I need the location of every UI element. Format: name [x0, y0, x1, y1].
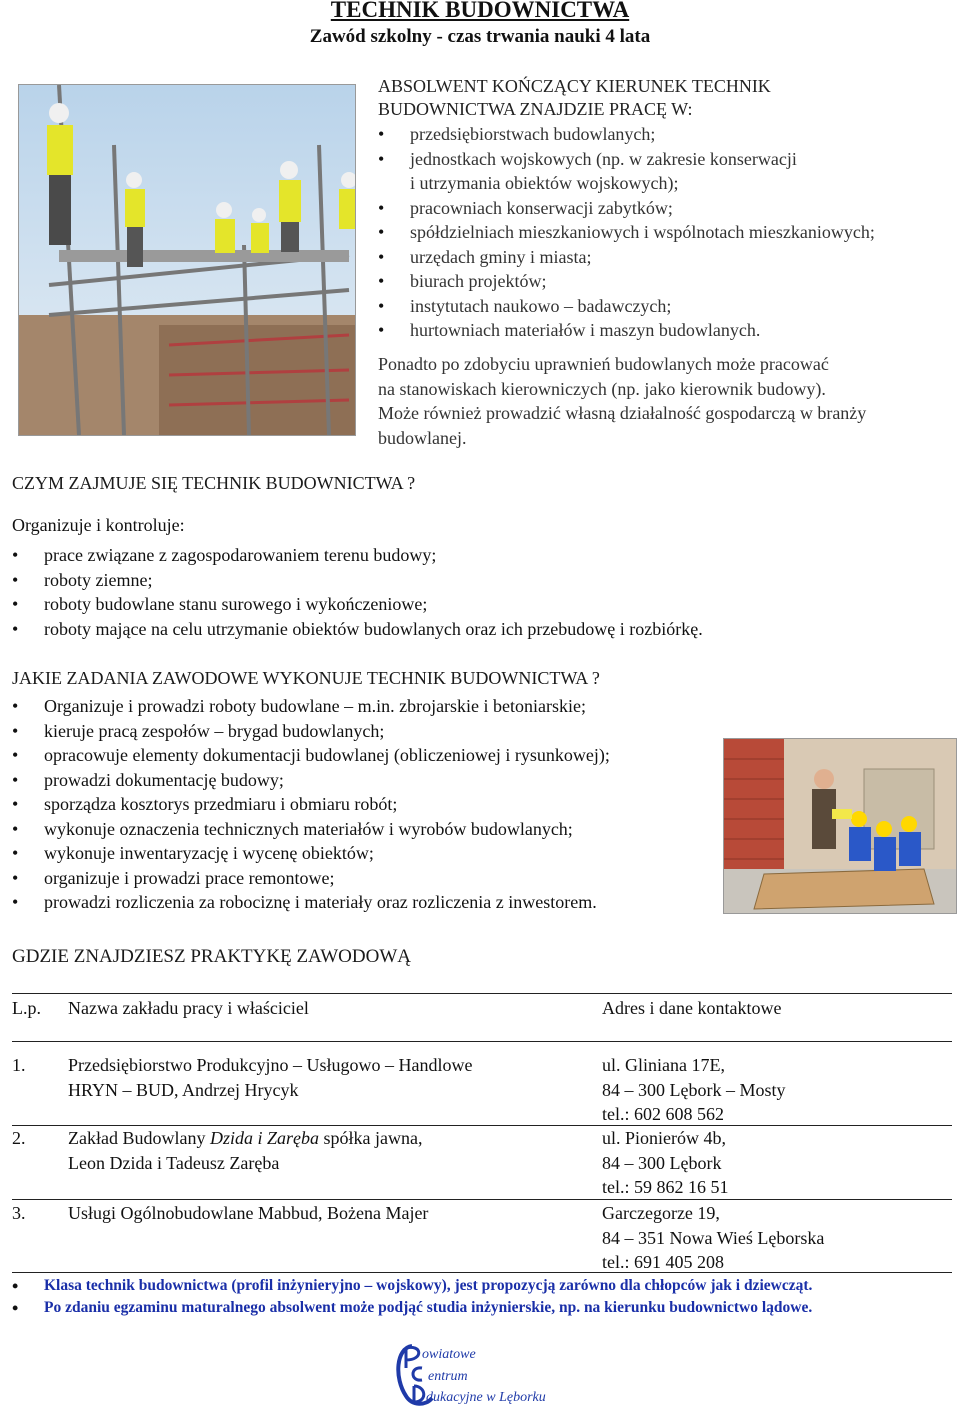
- company-name: [68, 1053, 598, 1102]
- list-item: • hurtowniach materiałów i maszyn budowlanych.: [378, 318, 958, 343]
- company-address: [602, 1201, 952, 1275]
- list-item: • prowadzi dokumentację budowy;: [12, 768, 722, 793]
- logo-text-line1: owiatowe: [422, 1347, 476, 1362]
- list-item: • roboty ziemne;: [12, 568, 912, 593]
- list-item-text: jednostkach wojskowych (np. w zakresie konserwacji: [410, 148, 797, 169]
- list-item: • roboty mające na celu utrzymanie obiektów budowlanych oraz ich przebudowę i rozbiórkę.: [12, 617, 912, 642]
- list-item: • prace związane z zagospodarowaniem terenu budowy;: [12, 543, 912, 568]
- duties-list: [12, 543, 912, 641]
- list-item: • biurach projektów;: [378, 269, 958, 294]
- company-name-pre: Zakład Budowlany: [68, 1128, 210, 1148]
- company-owner-line: Leon Dzida i Tadeusz Zaręba: [68, 1152, 280, 1173]
- list-item: • sporządza kosztorys przedmiaru i obmiaru robót;: [12, 792, 722, 817]
- construction-site-photo: [18, 84, 356, 436]
- list-item: • spółdzielniach mieszkaniowych i wspólnotach mieszkaniowych;: [378, 220, 958, 245]
- paragraph-line: Może również prowadzić własną działalność gospodarczą w branży: [378, 403, 867, 423]
- page-title: TECHNIK BUDOWNICTWA: [330, 0, 630, 22]
- tasks-heading: JAKIE ZADANIA ZAWODOWE WYKONUJE TECHNIK BUDOWNICTWA ?: [12, 668, 600, 688]
- notes-list: [12, 1275, 952, 1319]
- list-item: • organizuje i prowadzi prace remontowe;: [12, 866, 722, 891]
- paragraph-line: Ponadto po zdobyciu uprawnień budowlanych może pracować: [378, 354, 829, 374]
- company-address: [602, 1053, 952, 1127]
- company-owner-line: HRYN – BUD, Andrzej Hrycyk: [68, 1079, 299, 1100]
- paragraph-line: budowlanej.: [378, 427, 467, 448]
- list-item: • Po zdaniu egzaminu maturalnego absolwent może podjąć studia inżynierskie, np. na kierunku budownictwo lądowe.: [12, 1297, 952, 1319]
- paragraph-line: na stanowiskach kierowniczych (np. jako kierownik budowy).: [378, 378, 826, 399]
- page-subtitle: Zawód szkolny - czas trwania nauki 4 lata: [309, 26, 651, 47]
- table-border: [12, 1272, 952, 1273]
- company-name-italic: Dzida i Zaręba: [209, 1128, 319, 1148]
- phone-line: tel.: 602 608 562: [602, 1104, 724, 1124]
- row-number: 3.: [12, 1203, 26, 1223]
- list-item: • opracowuje elementy dokumentacji budowlanej (obliczeniowej i rysunkowej);: [12, 743, 722, 768]
- phone-line: tel.: 691 405 208: [602, 1252, 724, 1272]
- list-item: • urzędach gminy i miasta;: [378, 245, 958, 270]
- list-item: • prowadzi rozliczenia za robociznę i materiały oraz rozliczenia z inwestorem.: [12, 890, 722, 915]
- list-item: [378, 147, 958, 196]
- graduate-heading: [378, 75, 953, 121]
- duties-heading: CZYM ZAJMUJE SIĘ TECHNIK BUDOWNICTWA ?: [12, 473, 416, 493]
- company-name: [68, 1126, 598, 1175]
- graduate-heading-line2: BUDOWNICTWA ZNAJDZIE PRACĘ W:: [378, 99, 693, 119]
- table-border: [12, 993, 952, 994]
- list-item: • przedsiębiorstwach budowlanych;: [378, 122, 958, 147]
- list-item: • Klasa technik budownictwa (profil inżynieryjno – wojskowy), jest propozycją zarówno dla chłopców jak i dziewcząt.: [12, 1275, 952, 1297]
- column-header-address: Adres i dane kontaktowe: [602, 998, 782, 1018]
- graduate-workplaces-list: [378, 122, 958, 343]
- list-item: • instytutach naukowo – badawczych;: [378, 294, 958, 319]
- pce-lebork-logo: [392, 1338, 562, 1408]
- graduate-extra-paragraph: [378, 352, 958, 450]
- logo-text-line3: dukacyjne w Lęborku: [426, 1390, 546, 1405]
- address-line: ul. Pionierów 4b,: [602, 1128, 726, 1148]
- list-item: • kieruje pracą zespołów – brygad budowlanych;: [12, 719, 722, 744]
- phone-line: tel.: 59 862 16 51: [602, 1177, 729, 1197]
- address-line: ul. Gliniana 17E,: [602, 1055, 725, 1075]
- company-name-line: Przedsiębiorstwo Produkcyjno – Usługowo – Handlowe: [68, 1055, 473, 1075]
- company-name: Usługi Ogólnobudowlane Mabbud, Bożena Majer: [68, 1203, 429, 1223]
- column-header-lp: L.p.: [12, 998, 41, 1018]
- company-address: [602, 1126, 952, 1200]
- workshop-photo: [723, 738, 957, 914]
- list-item: • pracowniach konserwacji zabytków;: [378, 196, 958, 221]
- row-number: 1.: [12, 1055, 26, 1075]
- list-item: • wykonuje inwentaryzację i wycenę obiektów;: [12, 841, 722, 866]
- address-line: 84 – 351 Nowa Wieś Lęborska: [602, 1227, 825, 1248]
- list-item: • roboty budowlane stanu surowego i wykończeniowe;: [12, 592, 912, 617]
- address-line: 84 – 300 Lębork – Mosty: [602, 1079, 786, 1100]
- row-number: 2.: [12, 1128, 26, 1148]
- table-border: [12, 1041, 952, 1042]
- company-name-post: spółka jawna,: [319, 1128, 423, 1148]
- address-line: 84 – 300 Lębork: [602, 1152, 722, 1173]
- list-item: • wykonuje oznaczenia technicznych materiałów i wyrobów budowlanych;: [12, 817, 722, 842]
- column-header-name: Nazwa zakładu pracy i właściciel: [68, 998, 309, 1018]
- list-item: • Organizuje i prowadzi roboty budowlane – m.in. zbrojarskie i betoniarskie;: [12, 694, 722, 719]
- company-name-line: [68, 1126, 598, 1151]
- table-border: [12, 1199, 952, 1200]
- duties-subheading: Organizuje i kontroluje:: [12, 515, 185, 535]
- tasks-list: [12, 694, 722, 915]
- graduate-heading-line1: ABSOLWENT KOŃCZĄCY KIERUNEK TECHNIK: [378, 76, 771, 96]
- list-item-continuation: i utrzymania obiektów wojskowych);: [410, 173, 679, 193]
- practice-heading: GDZIE ZNAJDZIESZ PRAKTYKĘ ZAWODOWĄ: [12, 946, 411, 967]
- logo-text-line2: entrum: [428, 1369, 468, 1384]
- address-line: Garczegorze 19,: [602, 1203, 720, 1223]
